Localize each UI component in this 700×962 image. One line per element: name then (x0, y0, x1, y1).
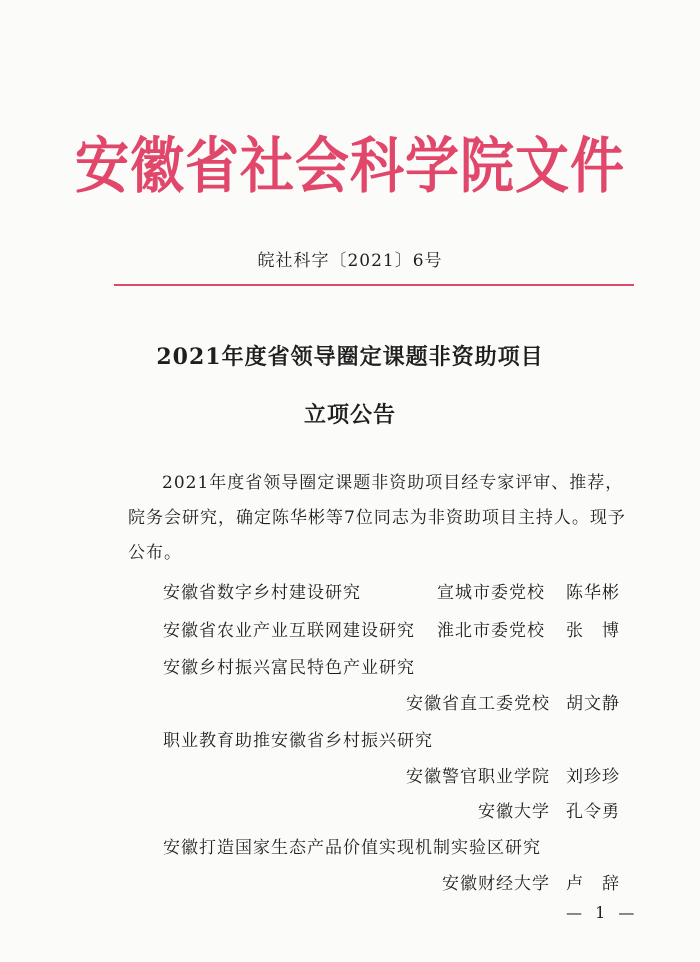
document-title-line2: 立项公告 (303, 402, 396, 428)
page-number: — 1 — (566, 903, 639, 922)
project-unit: 安徽省直工委党校 (406, 694, 550, 714)
project-topic: 职业教育助推安徽省乡村振兴研究 (163, 731, 433, 751)
red-divider (114, 284, 634, 286)
project-unit: 安徽警官职业学院 (406, 767, 550, 787)
project-person: 陈华彬 (566, 583, 620, 603)
project-person: 张 博 (566, 621, 620, 641)
project-person: 刘珍珍 (566, 767, 620, 787)
intro-paragraph: 2021年度省领导圈定课题非资助项目经专家评审、推荐，院务会研究，确定陈华彬等7位同志为非资助项目主持人。现予公布。 (128, 473, 626, 563)
project-unit: 宣城市委党校 (437, 583, 545, 603)
project-unit: 淮北市委党校 (437, 621, 545, 641)
project-topic: 安徽打造国家生态产品价值实现机制实验区研究 (163, 838, 541, 858)
project-person: 孔令勇 (566, 802, 620, 822)
project-person: 卢 辞 (566, 874, 620, 894)
document-masthead: 安徽省社会科学院文件 (75, 129, 625, 201)
project-unit: 安徽财经大学 (442, 874, 550, 894)
project-topic: 安徽省农业产业互联网建设研究 (163, 621, 415, 641)
project-topic: 安徽省数字乡村建设研究 (163, 583, 361, 603)
project-unit: 安徽大学 (478, 802, 550, 822)
document-number: 皖社科字〔2021〕6号 (257, 251, 443, 271)
project-person: 胡文静 (566, 694, 620, 714)
project-topic: 安徽乡村振兴富民特色产业研究 (163, 658, 415, 678)
document-title-line1: 2021年度省领导圈定课题非资助项目 (156, 344, 544, 370)
